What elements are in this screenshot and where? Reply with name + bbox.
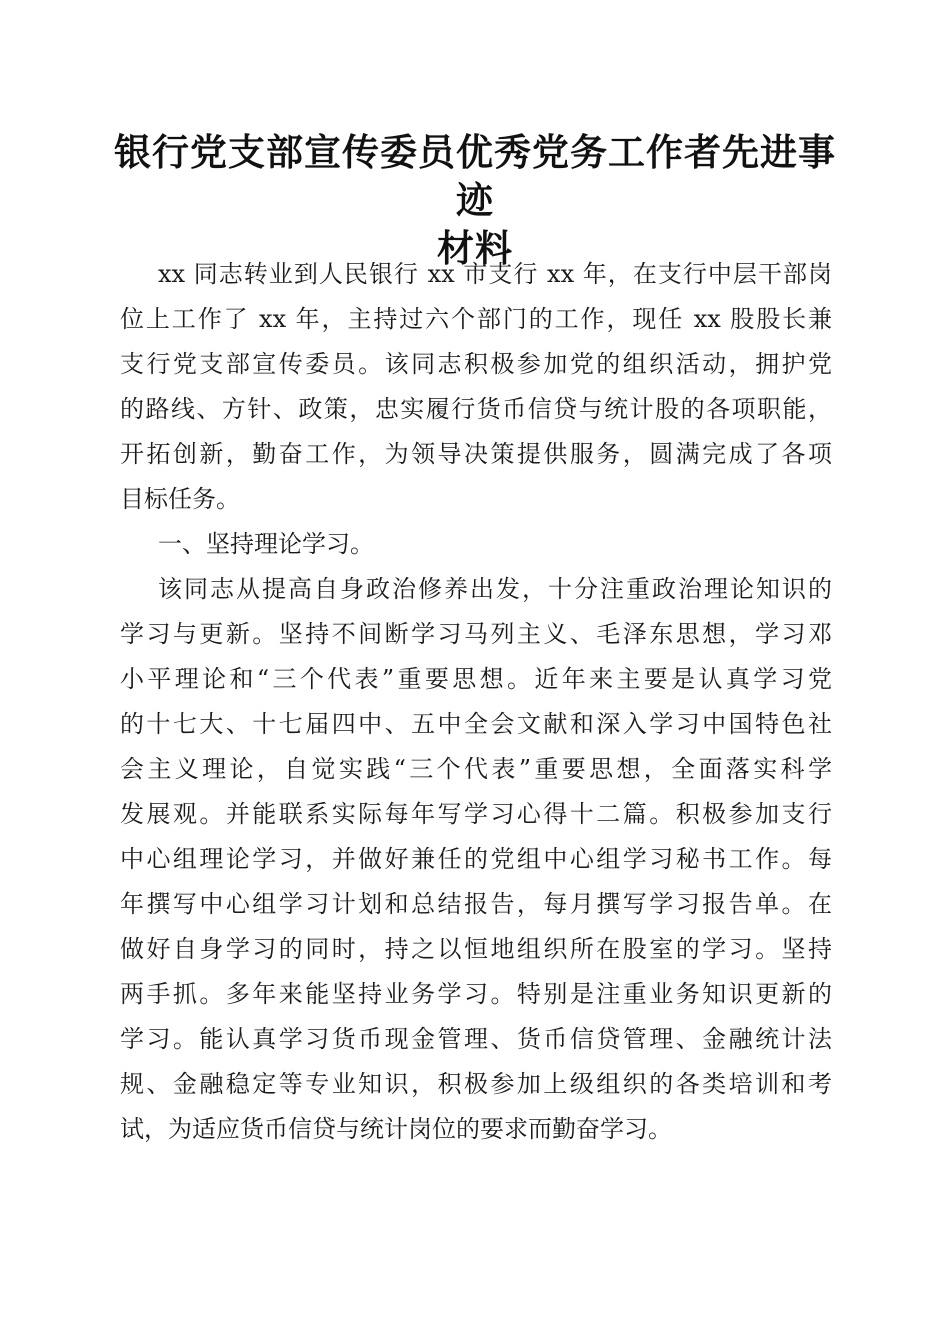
paragraph-line: 目标任务。 <box>120 485 240 513</box>
paragraph-line: 的路线、方针、政策，忠实履行货币信贷与统计股的各项职能， <box>120 395 832 423</box>
paragraph-line: 会主义理论，自觉实践“三个代表”重要思想，全面落实科学 <box>120 755 832 783</box>
document-body <box>120 252 832 1152</box>
paragraph-intro <box>120 252 832 522</box>
paragraph-line: 年撰写中心组学习计划和总结报告，每月撰写学习报告单。在 <box>120 890 832 918</box>
paragraph-line: 发展观。并能联系实际每年写学习心得十二篇。积极参加支行 <box>120 800 832 828</box>
title-line: 银行党支部宣传委员优秀党务工作者先进事迹 <box>114 130 836 222</box>
paragraph-line: 规、金融稳定等专业知识，积极参加上级组织的各类培训和考 <box>120 1070 832 1098</box>
section-heading: 一、坚持理论学习。 <box>158 530 374 558</box>
paragraph-line: 中心组理论学习，并做好兼任的党组中心组学习秘书工作。每 <box>120 845 832 873</box>
paragraph-line: 小平理论和“三个代表”重要思想。近年来主要是认真学习党 <box>120 665 832 693</box>
paragraph-line: 位上工作了 xx 年，主持过六个部门的工作，现任 xx 股股长兼 <box>120 305 832 333</box>
title-line: 材料 <box>437 226 513 270</box>
paragraph-line: 学习。能认真学习货币现金管理、货币信贷管理、金融统计法 <box>120 1025 832 1053</box>
document-title <box>100 128 850 272</box>
paragraph-theory-study <box>120 567 832 1152</box>
paragraph-line: 的十七大、十七届四中、五中全会文献和深入学习中国特色社 <box>120 710 832 738</box>
paragraph-line: 学习与更新。坚持不间断学习马列主义、毛泽东思想，学习邓 <box>120 620 832 648</box>
paragraph-line: xx 同志转业到人民银行 xx 市支行 xx 年，在支行中层干部岗 <box>158 260 832 288</box>
paragraph-line: 该同志从提高自身政治修养出发，十分注重政治理论知识的 <box>158 575 832 603</box>
paragraph-line: 两手抓。多年来能坚持业务学习。特别是注重业务知识更新的 <box>120 980 832 1008</box>
paragraph-line: 试，为适应货币信贷与统计岗位的要求而勤奋学习。 <box>120 1115 672 1143</box>
paragraph-line: 开拓创新，勤奋工作，为领导决策提供服务，圆满完成了各项 <box>120 440 832 468</box>
paragraph-line: 做好自身学习的同时，持之以恒地组织所在股室的学习。坚持 <box>120 935 832 963</box>
paragraph-line: 支行党支部宣传委员。该同志积极参加党的组织活动，拥护党 <box>120 350 832 378</box>
